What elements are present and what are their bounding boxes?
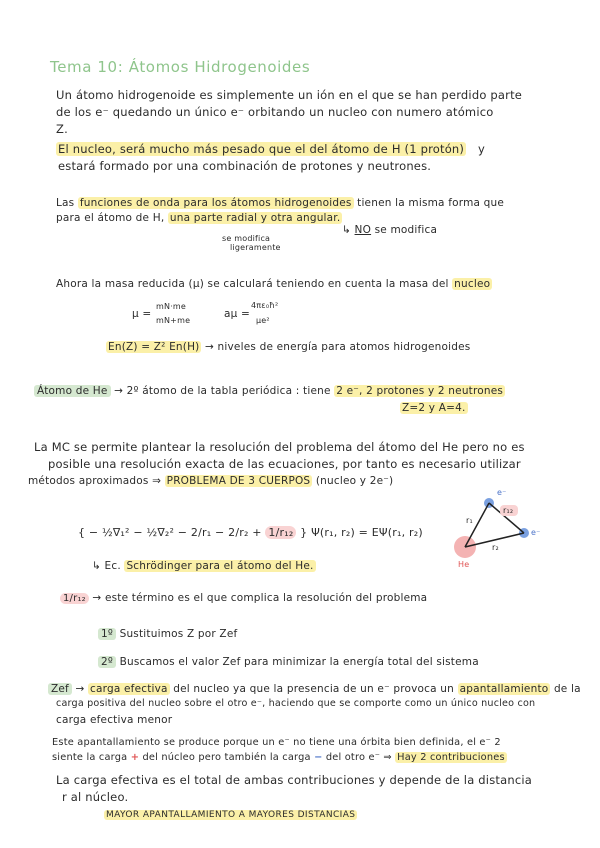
shield-l2-a: siente la carga xyxy=(52,752,128,763)
a-lhs: aμ = xyxy=(224,308,251,320)
term-line xyxy=(60,592,427,604)
angular-rest: se modifica xyxy=(374,224,438,236)
wave-l1-post: tienen la misma forma que xyxy=(357,197,505,209)
energy-desc: → niveles de energía para atomos hidrogenoides xyxy=(205,341,471,353)
mu-denominator: mN+me xyxy=(156,316,191,325)
nucleus-tail: y xyxy=(477,142,485,156)
helium-z-a-text: Z=2 y A=4. xyxy=(402,402,466,414)
term-symbol: 1/r₁₂ xyxy=(60,593,89,604)
zef-symbol: Zef xyxy=(48,683,72,695)
mc-line-2: posible una resolución exacta de las ecuaciones, por tanto es necesario utilizar xyxy=(48,457,521,471)
nucleus-highlight: El nucleo, será mucho más pesado que el del átomo de H (1 protón) xyxy=(58,142,465,156)
caption-highlight: Schrödinger para el átomo del He. xyxy=(126,560,314,572)
r12-label: r₁₂ xyxy=(503,506,514,515)
radial-note-2: ligeramente xyxy=(230,243,281,252)
mc-l3-highlight: PROBLEMA DE 3 CUERPOS xyxy=(166,475,311,487)
angular-no: NO xyxy=(354,224,372,236)
wave-l1-highlight: funciones de onda para los átomos hidrogenoides xyxy=(79,197,352,209)
mc-line-1: La MC se permite plantear la resolución del problema del átomo del He pero no es xyxy=(34,440,525,454)
zef-l1-c: de la xyxy=(553,683,581,695)
intro-line-1: Un átomo hidrogenoide es simplemente un ión en el que se han perdido parte xyxy=(56,88,523,102)
term-desc: → este término es el que complica la resolución del problema xyxy=(92,592,428,604)
step-2-text: Buscamos el valor Zef para minimizar la energía total del sistema xyxy=(119,656,479,668)
r2-label: r₂ xyxy=(492,543,499,552)
zef-line-1 xyxy=(48,683,581,695)
shield-line-1: Este apantallamiento se produce porque un e⁻ no tiene una órbita bien definida, el e⁻ 2 xyxy=(52,737,501,748)
shield-minus: − xyxy=(314,752,323,763)
energy-formula: En(Z) = Z² En(H) xyxy=(108,341,200,353)
effective-line-2: r al núcleo. xyxy=(62,790,129,804)
a-denominator: μe² xyxy=(256,316,270,325)
shield-line-2 xyxy=(52,752,507,763)
r1-label: r₁ xyxy=(466,516,473,525)
step-1 xyxy=(98,628,237,640)
r1-line xyxy=(465,503,489,547)
eq-repulsion-term: 1/r₁₂ xyxy=(265,526,296,539)
wave-l1-pre: Las xyxy=(56,197,75,209)
helium-desc: → 2º átomo de la tabla periódica : tiene xyxy=(114,385,331,397)
step-2 xyxy=(98,656,479,668)
final-line xyxy=(104,810,357,820)
shield-l2-c: del otro e⁻ ⇒ xyxy=(325,752,392,763)
eq-left: { − ½∇₁² − ½∇₂² − 2/r₁ − 2/r₂ + xyxy=(78,526,262,539)
nucleus-label: He xyxy=(458,560,470,569)
step-2-num: 2º xyxy=(98,656,116,668)
shield-plus: + xyxy=(130,752,140,763)
final-highlight: MAYOR APANTALLAMIENTO A MAYORES DISTANCIAS xyxy=(106,810,356,820)
step-1-num: 1º xyxy=(98,628,116,640)
intro-line-2: de los e⁻ quedando un único e⁻ orbitando un nucleo con numero atómico xyxy=(56,105,494,119)
mu-lhs: μ = xyxy=(132,308,152,320)
shield-highlight: Hay 2 contribuciones xyxy=(397,752,505,763)
a-numerator: 4πε₀ħ² xyxy=(251,301,279,310)
caption-pre: ↳ Ec. xyxy=(92,560,121,572)
shield-l2-b: del núcleo pero también la carga xyxy=(142,752,311,763)
helium-label: Átomo de He xyxy=(34,385,111,397)
mc-l3-post: (nucleo y 2e⁻) xyxy=(315,475,394,487)
wave-l2-highlight: una parte radial y otra angular. xyxy=(169,212,341,224)
mass-line-highlight: nucleo xyxy=(454,278,491,290)
zef-l1-b: del nucleo ya que la presencia de un e⁻ provoca un xyxy=(173,683,455,695)
zef-line-2: carga positiva del nucleo sobre el otro e⁻, haciendo que se comporte como un único nucleo con xyxy=(56,698,536,709)
effective-line-1: La carga efectiva es el total de ambas contribuciones y depende de la distancia xyxy=(56,773,533,787)
nucleus-line-2: estará formado por una combinación de protones y neutrones. xyxy=(58,159,432,173)
eq-right: } Ψ(r₁, r₂) = EΨ(r₁, r₂) xyxy=(300,526,423,539)
mu-numerator: mN·me xyxy=(156,302,187,311)
zef-arrow: → xyxy=(75,683,85,695)
mc-l3-pre: métodos aproximados ⇒ xyxy=(28,475,162,487)
zef-hl-2: apantallamiento xyxy=(459,683,549,695)
wave-l2-pre: para el átomo de H, xyxy=(56,212,165,224)
angular-arrow: ↳ xyxy=(342,224,351,236)
zef-line-3: carga efectiva menor xyxy=(56,714,173,726)
radial-note-1: se modifica xyxy=(222,234,271,243)
intro-line-3: Z. xyxy=(56,122,68,136)
zef-hl-1: carga efectiva xyxy=(90,683,168,695)
mass-line-pre: Ahora la masa reducida (μ) se calculará teniendo en cuenta la masa del xyxy=(56,278,449,290)
electron-2-label: e⁻ xyxy=(531,528,541,537)
step-1-text: Sustituimos Z por Zef xyxy=(119,628,238,640)
helium-highlight: 2 e⁻, 2 protones y 2 neutrones xyxy=(336,385,504,397)
page-title: Tema 10: Átomos Hidrogenoides xyxy=(50,58,311,76)
electron-1-label: e⁻ xyxy=(497,488,507,497)
